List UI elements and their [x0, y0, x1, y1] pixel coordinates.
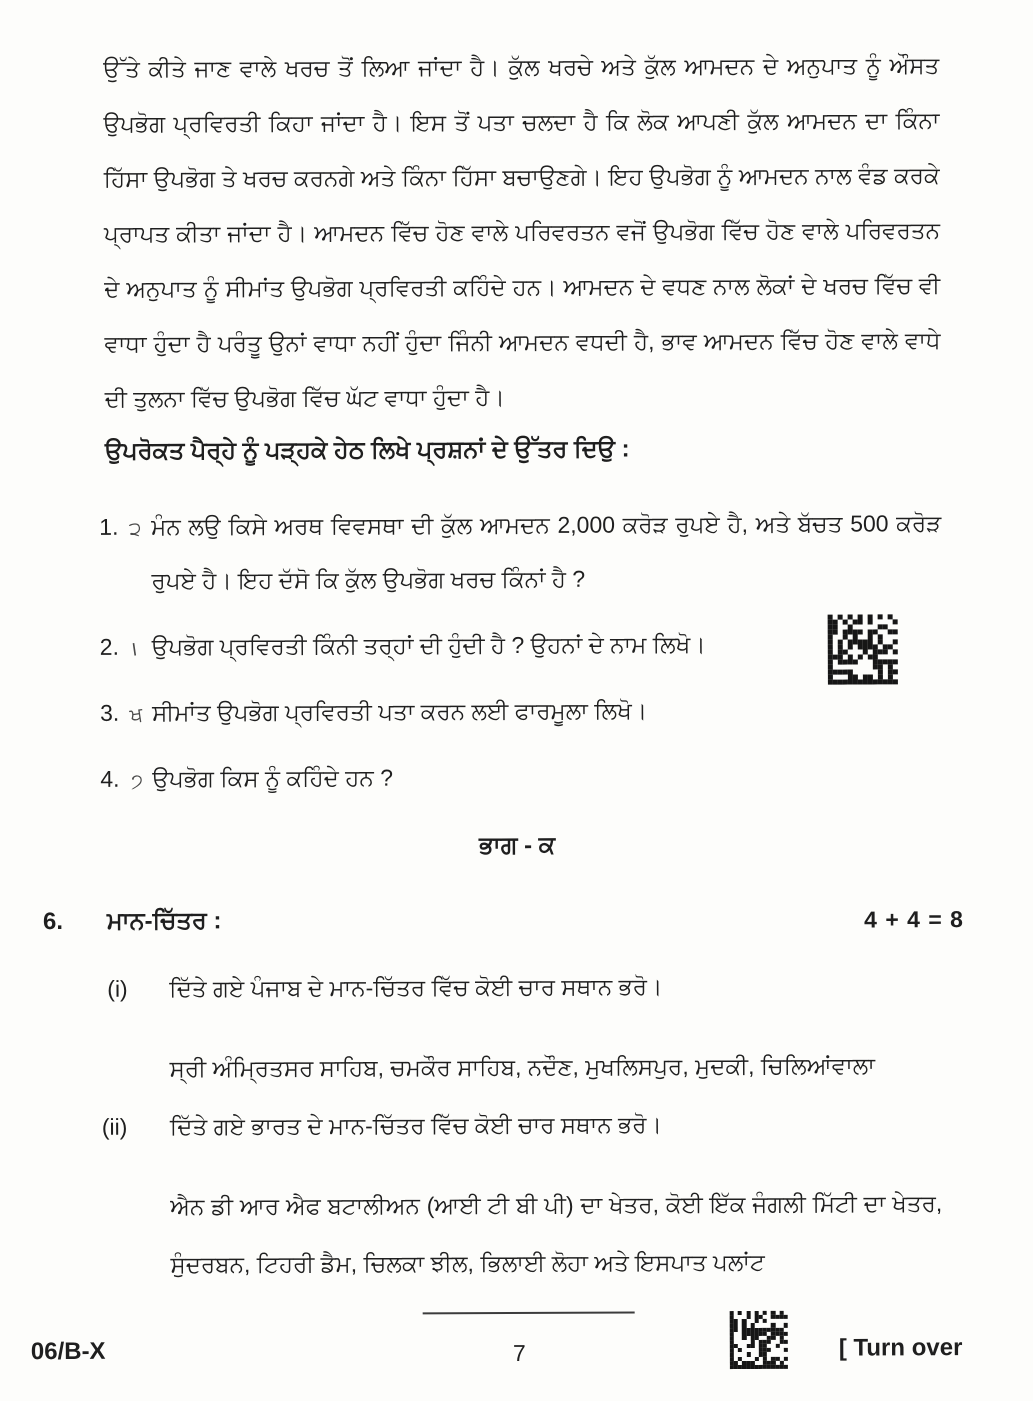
turn-over-label: [ Turn over — [838, 1334, 963, 1362]
question-6-marks: 4 + 4 = 8 — [864, 906, 965, 933]
paper-code: 06/B-X — [30, 1337, 106, 1366]
footer-divider — [423, 1311, 635, 1314]
question-6-number: 6. — [42, 907, 64, 936]
datamatrix-barcode — [730, 1311, 788, 1369]
subquestion-i-text: ਦਿੱਤੇ ਗਏ ਪੰਜਾਬ ਦੇ ਮਾਨ-ਚਿੱਤਰ ਵਿੱਚ ਕੋਈ ਚਾਰ ਸਥਾਨ ਭਰੋ। — [169, 973, 663, 1002]
page-number: 7 — [512, 1339, 526, 1367]
subquestion-ii-options: ਐਨ ਡੀ ਆਰ ਐਫ ਬਟਾਲੀਅਨ (ਆਈ ਟੀ ਬੀ ਪੀ) ਦਾ ਖੇਤਰ, ਕੋਈ ਇੱਕ ਜੰਗਲੀ ਮਿੱਟੀ ਦਾ ਖੇਤਰ, ਸੁੰਦਰਬਨ, ਟਿਹਰੀ ਡੈਮ, ਚਿਲਕਾ ਝੀਲ, ਭਿਲਾਈ ਲੋਹਾ ਅਤੇ ਇਸਪਾਤ ਪਲਾਂਟ — [170, 1190, 943, 1278]
subquestion-ii-label: (ii) — [101, 1113, 128, 1140]
question-3-number: 3. — [99, 699, 120, 726]
handwritten-mark: ੨ — [127, 517, 144, 542]
question-2 — [100, 616, 942, 674]
question-1-number: 1. — [99, 513, 119, 540]
passage-paragraph: ਉੱਤੇ ਕੀਤੇ ਜਾਣ ਵਾਲੇ ਖਰਚ ਤੋਂ ਲਿਆ ਜਾਂਦਾ ਹੈ। ਕੁੱਲ ਖਰਚੇ ਅਤੇ ਕੁੱਲ ਆਮਦਨ ਦੇ ਅਨੁਪਾਤ ਨੂੰ ਔਸਤ ਉਪਭੋਗ ਪ੍ਰਵਿਰਤੀ ਕਿਹਾ ਜਾਂਦਾ ਹੈ। ਇਸ ਤੋਂ ਪਤਾ ਚਲਦਾ ਹੈ ਕਿ ਲੋਕ ਆਪਣੀ ਕੁੱਲ ਆਮਦਨ ਦਾ ਕਿੰਨਾ ਹਿੱਸਾ ਉਪਭੋਗ ਤੇ ਖਰਚ ਕਰਨਗੇ ਅਤੇ ਕਿੰਨਾ ਹਿੱਸਾ ਬਚਾਉਣਗੇ। ਇਹ ਉਪਭੋਗ ਨੂੰ ਆਮਦਨ ਨਾਲ ਵੰਡ ਕਰਕੇ ਪ੍ਰਾਪਤ ਕੀਤਾ ਜਾਂਦਾ ਹੈ। ਆਮਦਨ ਵਿੱਚ ਹੋਣ ਵਾਲੇ ਪਰਿਵਰਤਨ ਵਜੋਂ ਉਪਭੋਗ ਵਿੱਚ ਹੋਣ ਵਾਲੇ ਪਰਿਵਰਤਨ ਦੇ ਅਨੁਪਾਤ ਨੂੰ ਸੀਮਾਂਤ ਉਪਭੋਗ ਪ੍ਰਵਿਰਤੀ ਕਹਿੰਦੇ ਹਨ। ਆਮਦਨ ਦੇ ਵਧਣ ਨਾਲ ਲੋਕਾਂ ਦੇ ਖਰਚ ਵਿੱਚ ਵੀ ਵਾਧਾ ਹੁੰਦਾ ਹੈ ਪਰੰਤੂ ਉਨਾਂ ਵਾਧਾ ਨਹੀਂ ਹੁੰਦਾ ਜਿੰਨੀ ਆਮਦਨ ਵਧਦੀ ਹੈ, ਭਾਵ ਆਮਦਨ ਵਿੱਚ ਹੋਣ ਵਾਲੇ ਵਾਧੇ ਦੀ ਤੁਲਨਾ ਵਿੱਚ ਉਪਭੋਗ ਵਿੱਚ ਘੱਟ ਵਾਧਾ ਹੁੰਦਾ ਹੈ। — [103, 52, 941, 412]
subquestion-i-label: (i) — [107, 975, 128, 1002]
handwritten-mark: । — [128, 638, 139, 662]
subquestion-ii-text: ਦਿੱਤੇ ਗਏ ਭਾਰਤ ਦੇ ਮਾਨ-ਚਿੱਤਰ ਵਿੱਚ ਕੋਈ ਚਾਰ ਸਥਾਨ ਭਰੋ। — [169, 1111, 662, 1140]
question-1 — [99, 496, 941, 608]
question-4-text: ਉਪਭੋਗ ਕਿਸ ਨੂੰ ਕਹਿੰਦੇ ਹਨ ? — [152, 764, 394, 792]
handwritten-mark: ੭ — [128, 769, 145, 794]
question-1-text: ਮੰਨ ਲਉ ਕਿਸੇ ਅਰਥ ਵਿਵਸਥਾ ਦੀ ਕੁੱਲ ਆਮਦਨ 2,000 ਕਰੋੜ ਰੁਪਏ ਹੈ, ਅਤੇ ਬੱਚਤ 500 ਕਰੋੜ ਰੁਪਏ ਹੈ। ਇਹ ਦੱਸੋ ਕਿ ਕੁੱਲ ਉਪਭੋਗ ਖਰਚ ਕਿੰਨਾਂ ਹੈ ? — [151, 510, 942, 594]
question-4 — [100, 748, 942, 806]
question-6-title: ਮਾਨ-ਚਿੱਤਰ : — [106, 907, 222, 935]
subquestion-i-options: ਸ੍ਰੀ ਅੰਮ੍ਰਿਤਸਰ ਸਾਹਿਬ, ਚਮਕੌਰ ਸਾਹਿਬ, ਨਦੌਣ, ਮੁਖਲਿਸਪੁਰ, ਮੁਦਕੀ, ਚਿਲਿਆਂਵਾਲਾ — [169, 1052, 875, 1082]
question-2-text: ਉਪਭੋਗ ਪ੍ਰਵਿਰਤੀ ਕਿੰਨੀ ਤਰ੍ਹਾਂ ਦੀ ਹੁੰਦੀ ਹੈ ? ਉਹਨਾਂ ਦੇ ਨਾਮ ਲਿਖੋ। — [151, 631, 706, 660]
datamatrix-barcode — [828, 614, 898, 684]
question-3 — [100, 682, 942, 740]
handwritten-mark: ਖ — [128, 703, 145, 728]
passage-instruction: ਉਪਰੋਕਤ ਪੈਰ੍ਹੇ ਨੂੰ ਪੜ੍ਹਕੇ ਹੇਠ ਲਿਖੇ ਪ੍ਰਸ਼ਨਾਂ ਦੇ ਉੱਤਰ ਦਿਉ : — [104, 435, 630, 465]
question-4-number: 4. — [100, 765, 120, 792]
section-heading: ਭਾਗ - ਕ — [479, 831, 556, 860]
question-2-number: 2. — [99, 633, 120, 660]
question-3-text: ਸੀਮਾਂਤ ਉਪਭੋਗ ਪ੍ਰਵਿਰਤੀ ਪਤਾ ਕਰਨ ਲਈ ਫਾਰਮੂਲਾ ਲਿਖੋ। — [151, 697, 648, 726]
